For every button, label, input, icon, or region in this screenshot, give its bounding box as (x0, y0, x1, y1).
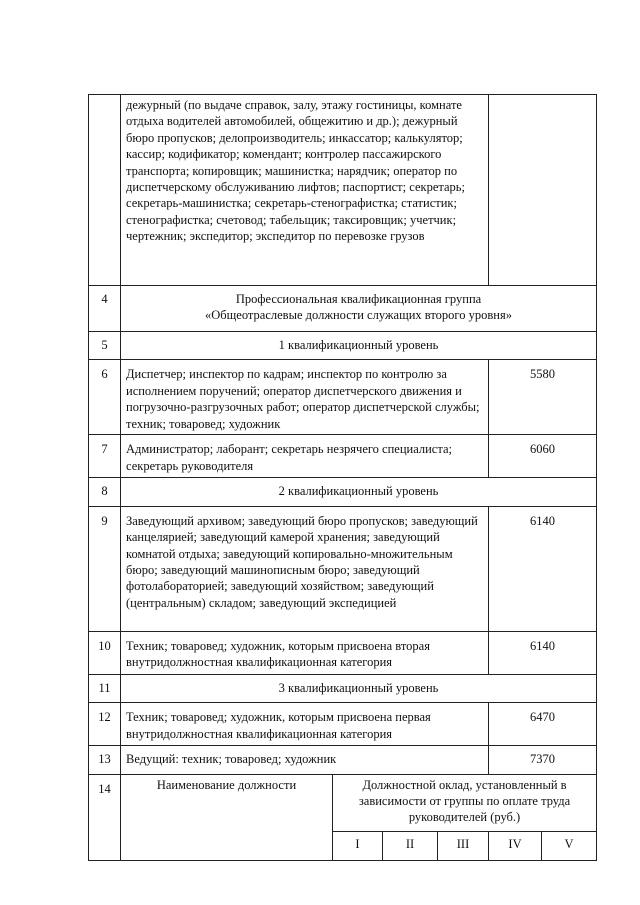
table-row (89, 478, 597, 506)
table-row (89, 332, 597, 360)
position-list: Администратор; лаборант; секретарь незрячего специалиста; секретарь руководителя (121, 435, 489, 478)
row-number: 11 (89, 674, 121, 702)
position-list: Диспетчер; инспектор по кадрам; инспектор по контролю за исполнением поручений; оператор диспетчерского движения и погрузочно-разгрузочных работ; оператор диспетчерской службы; техник; товаровед; художник (121, 360, 489, 435)
table-row (89, 774, 597, 831)
table-row (89, 631, 597, 674)
table-row (89, 746, 597, 774)
position-list: Ведущий: техник; товаровед; художник (121, 746, 489, 774)
row-number: 10 (89, 631, 121, 674)
table-row (89, 674, 597, 702)
group-column-ii: II (383, 831, 438, 860)
table-row (89, 435, 597, 478)
group-column-iv: IV (489, 831, 542, 860)
salary-value: 6140 (489, 506, 597, 631)
salary-value: 6140 (489, 631, 597, 674)
salary-value: 6060 (489, 435, 597, 478)
position-list: Техник; товаровед; художник, которым присвоена первая внутридолжностная квалификационная категория (121, 703, 489, 746)
group-title (121, 286, 597, 332)
salary-value: 7370 (489, 746, 597, 774)
salary-value: 5580 (489, 360, 597, 435)
table-row (89, 286, 597, 332)
table-row (89, 360, 597, 435)
row-number: 8 (89, 478, 121, 506)
row-number: 13 (89, 746, 121, 774)
row-number (89, 95, 121, 286)
row-number: 14 (89, 774, 121, 860)
table-row (89, 95, 597, 286)
table-row (89, 506, 597, 631)
row-number: 4 (89, 286, 121, 332)
group-title-line2: «Общеотраслевые должности служащих второго уровня» (205, 308, 512, 323)
qualification-level: 3 квалификационный уровень (121, 674, 597, 702)
salary-value: 6470 (489, 703, 597, 746)
group-column-v: V (542, 831, 597, 860)
position-list: Техник; товаровед; художник, которым присвоена вторая внутридолжностная квалификационная категория (121, 631, 489, 674)
position-name-header: Наименование должности (121, 774, 333, 860)
group-column-iii: III (438, 831, 489, 860)
row-number: 5 (89, 332, 121, 360)
salary-groups-header: Должностной оклад, установленный в зависимости от группы по оплате труда руководителей (руб.) (333, 774, 597, 831)
salary-value (489, 95, 597, 286)
qualification-level: 1 квалификационный уровень (121, 332, 597, 360)
position-list: Заведующий архивом; заведующий бюро пропусков; заведующий канцелярией; заведующий камерой хранения; заведующий комнатой отдыха; заведующий копировально-множительным бюро; заведующий машинописным бюро; заведующий фотолабораторией; заведующий хозяйством; заведующий (центральным) складом; заведующий экспедицией (121, 506, 489, 631)
row-number: 6 (89, 360, 121, 435)
salary-table (88, 94, 597, 861)
row-number: 9 (89, 506, 121, 631)
group-title-line1: Профессиональная квалификационная группа (235, 292, 482, 306)
table-row (89, 703, 597, 746)
row-number: 7 (89, 435, 121, 478)
qualification-level: 2 квалификационный уровень (121, 478, 597, 506)
position-list: дежурный (по выдаче справок, залу, этажу гостиницы, комнате отдыха водителей автомобилей, общежитию и др.); дежурный бюро пропусков; делопроизводитель; инкассатор; калькулятор; кассир; кодификатор; комендант; контролер пассажирского транспорта; копировщик; машинистка; нарядчик; оператор по диспетчерскому обслуживанию лифтов; паспортист; секретарь; секретарь-машинистка; секретарь-стенографистка; статистик; стенографистка; счетовод; табельщик; таксировщик; учетчик; чертежник; экспедитор; экспедитор по перевозке грузов (121, 95, 489, 286)
row-number: 12 (89, 703, 121, 746)
group-column-i: I (333, 831, 383, 860)
